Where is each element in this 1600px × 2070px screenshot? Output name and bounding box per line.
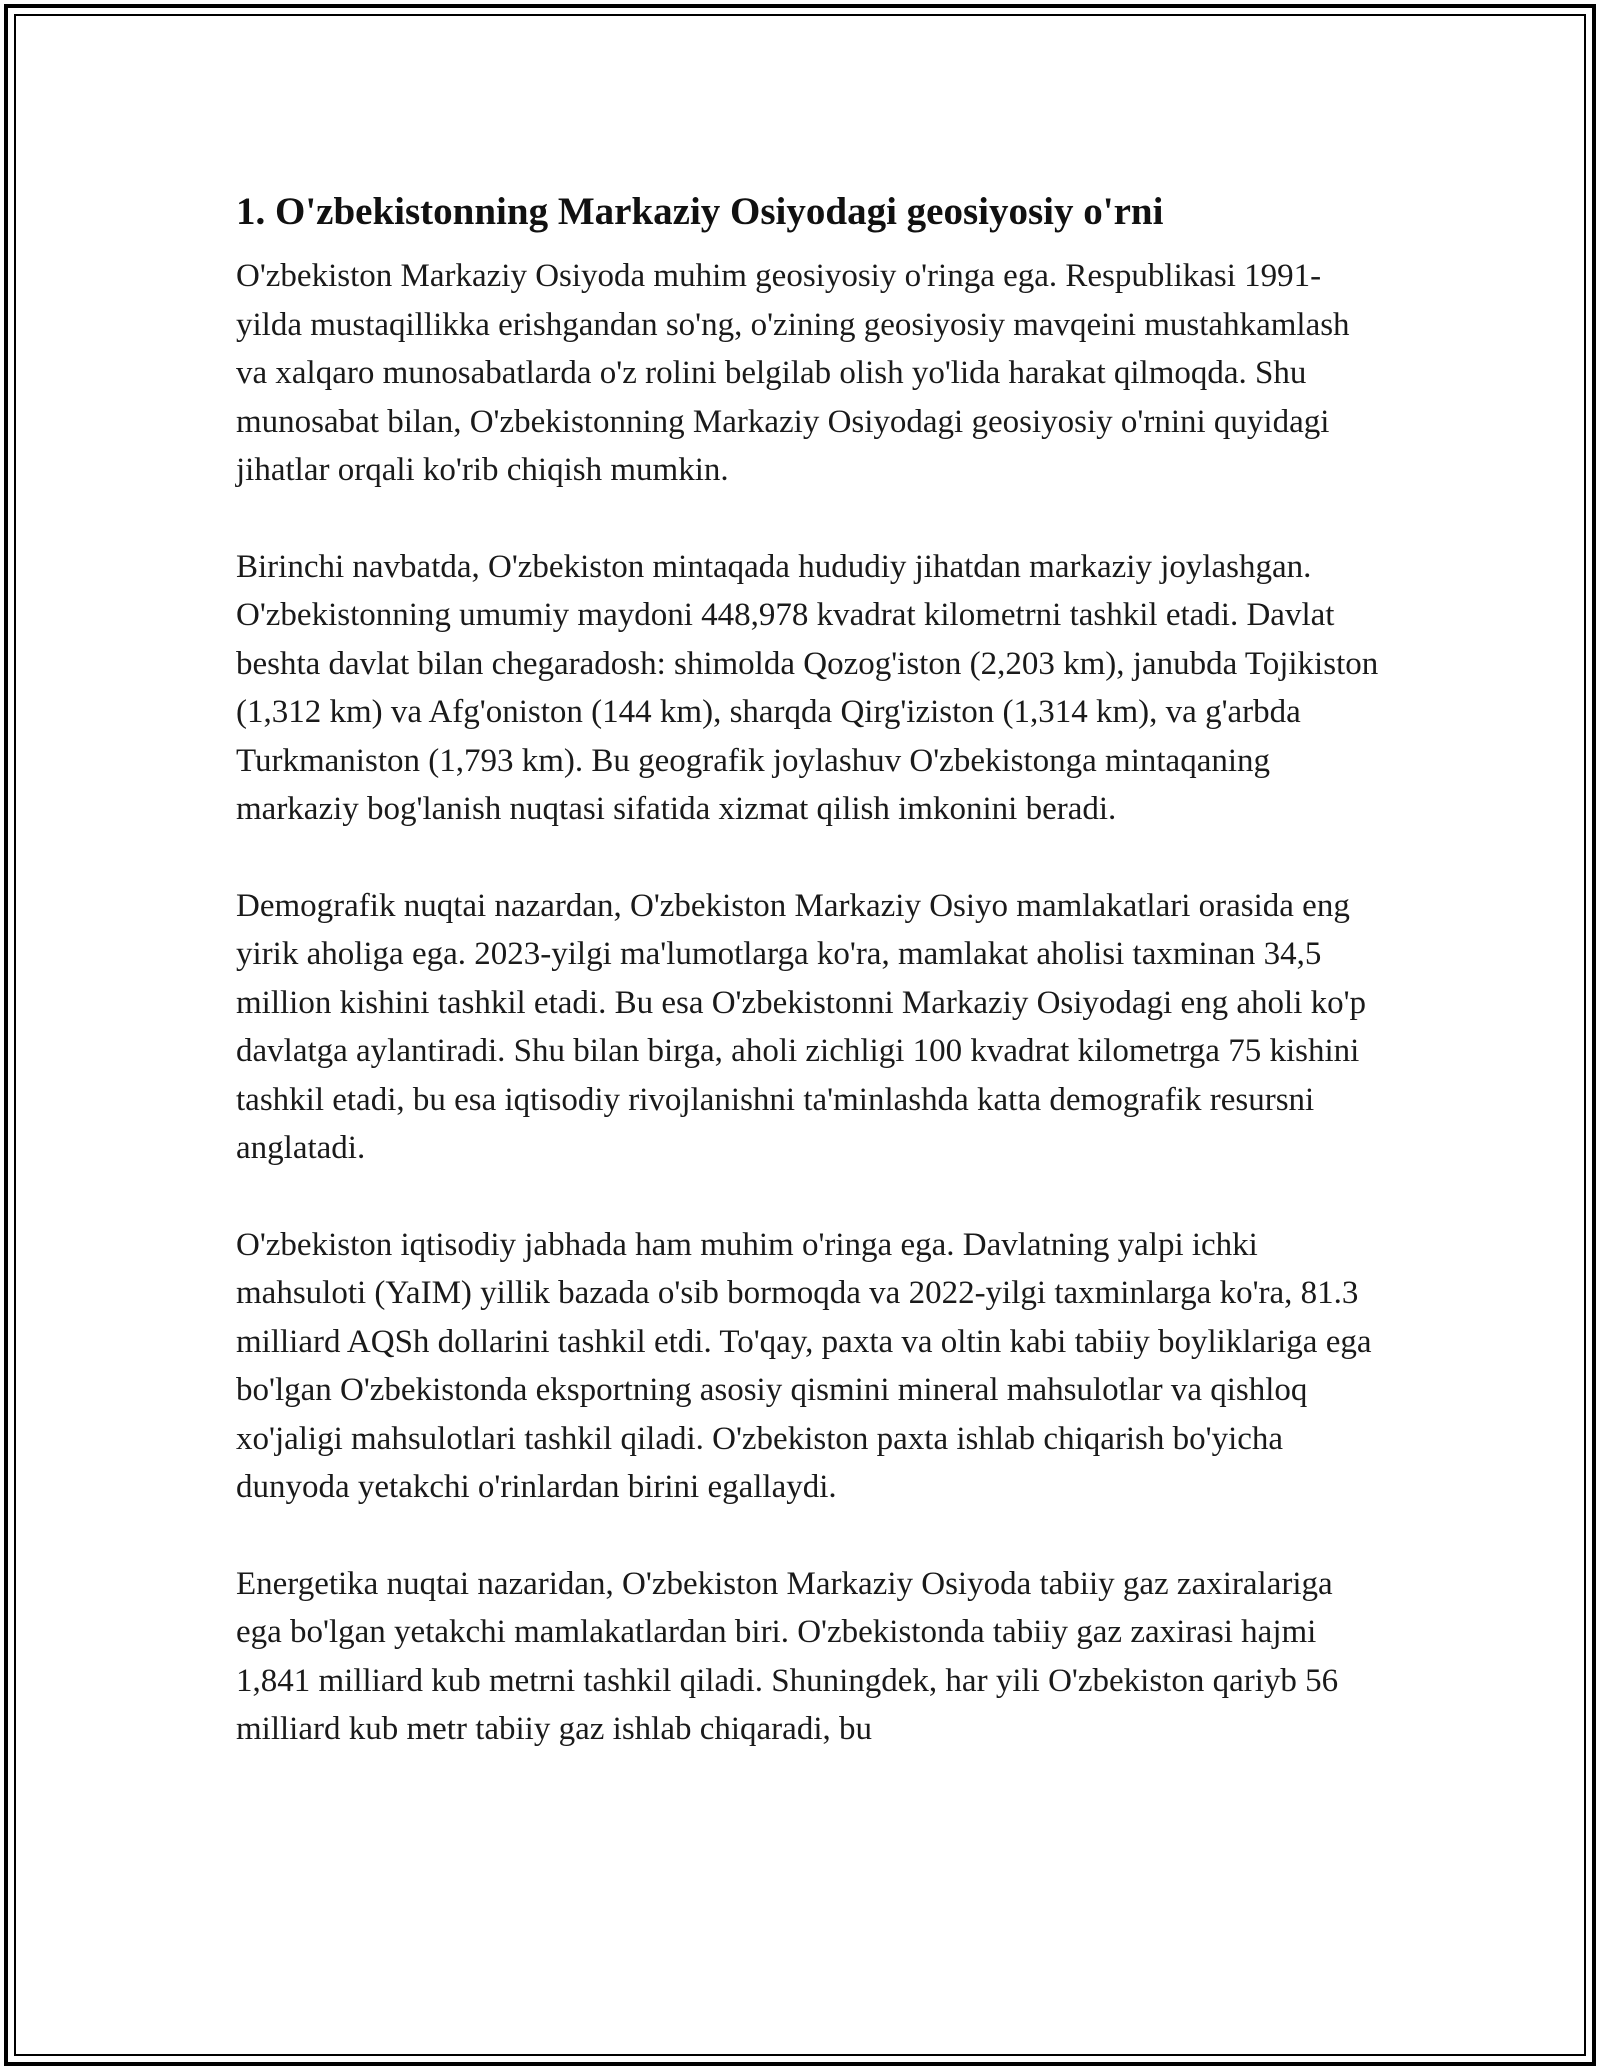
section-heading: 1. O'zbekistonning Markaziy Osiyodagi geosiyosiy o'rni	[236, 190, 1164, 233]
paragraph-intro: O'zbekiston Markaziy Osiyoda muhim geosiyosiy o'ringa ega. Respublikasi 1991-yilda mustaqillikka erishgandan so'ng, o'zining geosiyosiy mavqeini mustahkamlash va xalqaro munosabatlarda o'z rolini belgilab olish yo'lida harakat qilmoqda. Shu munosabat bilan, O'zbekistonning Markaziy Osiyodagi geosiyosiy o'rnini quyidagi jihatlar orqali ko'rib chiqish mumkin.	[236, 258, 1350, 488]
paragraph-economy: O'zbekiston iqtisodiy jabhada ham muhim o'ringa ega. Davlatning yalpi ichki mahsuloti (YaIM) yillik bazada o'sib bormoqda va 2022-yilgi taxminlarga ko'ra, 81.3 milliard AQSh dollarini tashkil etdi. To'qay, paxta va oltin kabi tabiiy boyliklariga ega bo'lgan O'zbekistonda eksportning asosiy qismini mineral mahsulotlar va qishloq xo'jaligi mahsulotlari tashkil qiladi. O'zbekiston paxta ishlab chiqarish bo'yicha dunyoda yetakchi o'rinlardan birini egallaydi.	[236, 1226, 1372, 1505]
paragraph-demography: Demografik nuqtai nazardan, O'zbekiston Markaziy Osiyo mamlakatlari orasida eng yirik aholiga ega. 2023-yilgi ma'lumotlarga ko'ra, mamlakat aholisi taxminan 34,5 million kishini tashkil etadi. Bu esa O'zbekistonni Markaziy Osiyodagi eng aholi ko'p davlatga aylantiradi. Shu bilan birga, aholi zichligi 100 kvadrat kilometrga 75 kishini tashkil etadi, bu esa iqtisodiy rivojlanishni ta'minlashda katta demografik resursni anglatadi.	[236, 887, 1367, 1166]
paragraph-energy: Energetika nuqtai nazaridan, O'zbekiston Markaziy Osiyoda tabiiy gaz zaxiralariga ega bo'lgan yetakchi mamlakatlardan biri. O'zbekistonda tabiiy gaz zaxirasi hajmi 1,841 milliard kub metrni tashkil qiladi. Shuningdek, har yili O'zbekiston qariyb 56 milliard kub metr tabiiy gaz ishlab chiqaradi, bu	[236, 1565, 1339, 1747]
paragraph-geography: Birinchi navbatda, O'zbekiston mintaqada hududiy jihatdan markaziy joylashgan. O'zbekistonning umumiy maydoni 448,978 kvadrat kilometrni tashkil etadi. Davlat beshta davlat bilan chegaradosh: shimolda Qozog'iston (2,203 km), janubda Tojikiston (1,312 km) va Afg'oniston (144 km), sharqda Qirg'iziston (1,314 km), va g'arbda Turkmaniston (1,793 km). Bu geografik joylashuv O'zbekistonga mintaqaning markaziy bog'lanish nuqtasi sifatida xizmat qilish imkonini beradi.	[236, 548, 1379, 827]
document-body	[236, 186, 1386, 1754]
